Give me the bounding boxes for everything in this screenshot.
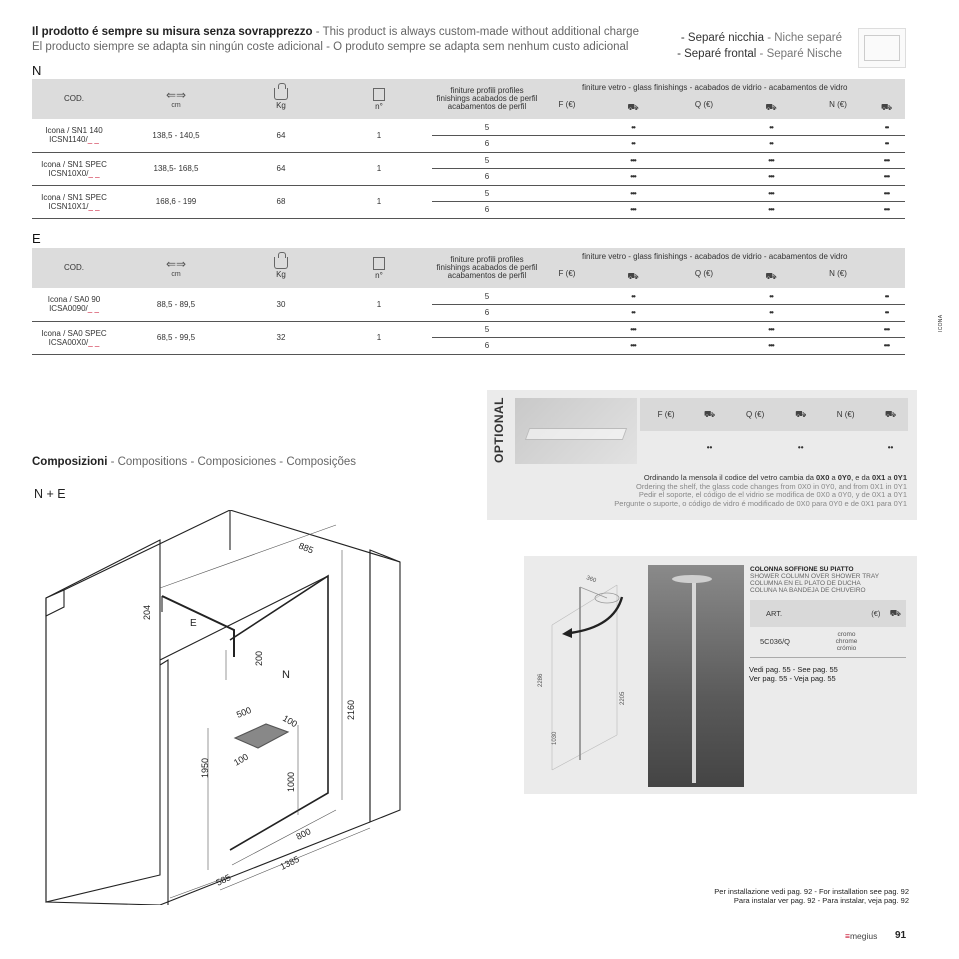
col-nprice: N (€) — [808, 248, 868, 288]
price-q: ••• — [734, 169, 808, 186]
dim-885: 885 — [297, 540, 315, 556]
truck-icon: ⛟ — [627, 101, 639, 112]
opt-col-q: Q (€) — [727, 398, 783, 431]
package-icon — [373, 257, 385, 270]
column-finish: cromo chrome crómio — [826, 627, 867, 657]
opt-col-n: N (€) — [818, 398, 873, 431]
kg-cell: 64 — [236, 119, 326, 152]
price-f: •• — [592, 119, 674, 136]
optional-table — [640, 398, 908, 464]
optional-label: OPTIONAL — [492, 397, 506, 463]
dim-cell: 88,5 - 89,5 — [116, 288, 236, 321]
finish-cell: 5 — [432, 185, 542, 202]
dim-100a: 100 — [281, 713, 300, 730]
finish-cell: 6 — [432, 169, 542, 186]
n-cell: 1 — [326, 119, 432, 152]
price-f: ••• — [592, 321, 674, 338]
n-cell: 1 — [326, 321, 432, 354]
kg-cell: 68 — [236, 185, 326, 218]
angle-dim: 360 — [585, 575, 597, 585]
finish-cell: 6 — [432, 202, 542, 219]
price-n: •• — [868, 136, 905, 153]
section-n-letter: N — [32, 63, 42, 78]
price-q: ••• — [734, 321, 808, 338]
price-n: ••• — [868, 152, 905, 169]
col-n: n° — [326, 248, 432, 288]
dim-800: 800 — [294, 826, 313, 842]
price-q: •• — [734, 305, 808, 322]
shower-column-table — [750, 600, 906, 658]
dim-cell: 138,5- 168,5 — [116, 152, 236, 185]
price-f: ••• — [592, 185, 674, 202]
section-e-letter: E — [32, 231, 41, 246]
package-icon — [373, 88, 385, 101]
separe-thumbnail — [858, 28, 906, 68]
col-q: Q (€) — [674, 248, 734, 288]
n-cell: 1 — [326, 185, 432, 218]
opt-price-n: •• — [887, 443, 894, 452]
col-finiture: finiture profili profiles finishings acabados de perfil acabamentos de perfil — [432, 79, 542, 119]
product-cell: Icona / SA0 SPEC ICSA00X0/_ _ — [32, 321, 116, 354]
finish-cell: 6 — [432, 338, 542, 355]
finish-cell: 6 — [432, 305, 542, 322]
col-cod: COD. — [32, 248, 116, 288]
finish-cell: 5 — [432, 119, 542, 136]
col-dim: ⇐⇒ cm — [116, 248, 236, 288]
height-dim-1: 2286 — [538, 673, 544, 687]
finish-cell: 5 — [432, 288, 542, 305]
shower-column-drawing — [532, 565, 646, 787]
truck-icon: ⛟ — [765, 101, 777, 112]
opt-price-q: •• — [797, 443, 804, 452]
col-kg: Kg — [236, 248, 326, 288]
col-n: n° — [326, 79, 432, 119]
col-art: ART. — [750, 600, 826, 627]
price-f: ••• — [592, 338, 674, 355]
price-f: ••• — [592, 202, 674, 219]
header-line-2: El producto siempre se adapta sin ningún coste adicional - O produto sempre se adapta sem nenhum custo adicional — [32, 41, 629, 53]
n-cell: 1 — [326, 152, 432, 185]
product-cell: Icona / SA0 90 ICSA0090/_ _ — [32, 288, 116, 321]
kg-cell: 30 — [236, 288, 326, 321]
shower-column-title: COLONNA SOFFIONE SU PIATTO SHOWER COLUMN OVER SHOWER TRAY COLUMNA EN EL PLATO DE DUCHA COLUNA NA BANDEJA DE CHUVEIRO — [750, 566, 880, 594]
shower-column-photo — [648, 565, 744, 787]
truck-icon: ⛟ — [627, 270, 639, 281]
opt-price-f: •• — [706, 443, 713, 452]
col-cod: COD. — [32, 79, 116, 119]
price-q: •• — [734, 288, 808, 305]
dim-cell: 168,6 - 199 — [116, 185, 236, 218]
shelf-photo — [515, 398, 637, 464]
dim-1950: 1950 — [200, 757, 210, 778]
dim-cell: 68,5 - 99,5 — [116, 321, 236, 354]
col-dim: ⇐⇒ cm — [116, 79, 236, 119]
col-f-delivery: finiture vetro - glass finishings - acabados de vidrio - acabamentos de vidro ⛟ — [592, 79, 674, 119]
price-q: •• — [734, 136, 808, 153]
dim-204: 204 — [142, 604, 152, 620]
label-n: N — [282, 669, 290, 681]
price-q: ••• — [734, 338, 808, 355]
truck-icon: ⛟ — [889, 607, 901, 618]
dim-2160: 2160 — [346, 699, 356, 720]
price-n: •• — [868, 288, 905, 305]
price-f: •• — [592, 288, 674, 305]
dim-cell: 138,5 - 140,5 — [116, 119, 236, 152]
dim-1385: 1385 — [278, 854, 301, 872]
col-f: F (€) — [542, 248, 592, 288]
price-n: ••• — [868, 202, 905, 219]
table-row — [32, 288, 905, 305]
price-q: ••• — [734, 202, 808, 219]
table-row — [32, 152, 905, 169]
finish-cell: 5 — [432, 152, 542, 169]
price-q: ••• — [734, 152, 808, 169]
compositions-title: Composizioni - Compositions - Composiciones - Composições — [32, 456, 357, 468]
width-arrows-icon: ⇐⇒ — [165, 87, 187, 102]
height-dim-3: 1030 — [552, 731, 558, 745]
column-code: 5C036/Q — [750, 627, 826, 657]
price-f: •• — [592, 136, 674, 153]
price-q: ••• — [734, 185, 808, 202]
price-n: •• — [868, 305, 905, 322]
col-price: (€) — [867, 600, 884, 627]
price-f: ••• — [592, 169, 674, 186]
header-line-1: Il prodotto é sempre su misura senza sovrapprezzo - This product is always custom-made without additional charge — [32, 26, 639, 38]
col-kg: Kg — [236, 79, 326, 119]
weight-icon — [274, 257, 288, 269]
price-f: •• — [592, 305, 674, 322]
col-q: Q (€) — [674, 79, 734, 119]
opt-col-f: F (€) — [640, 398, 692, 431]
price-n: ••• — [868, 321, 905, 338]
col-n-delivery — [868, 79, 905, 119]
product-cell: Icona / SN1 SPEC ICSN10X1/_ _ — [32, 185, 116, 218]
col-n-delivery — [868, 248, 905, 288]
table-row — [32, 321, 905, 338]
table-row — [32, 185, 905, 202]
product-cell: Icona / SN1 SPEC ICSN10X0/_ _ — [32, 152, 116, 185]
n-cell: 1 — [326, 288, 432, 321]
truck-icon: ⛟ — [703, 408, 716, 419]
truck-icon: ⛟ — [880, 101, 893, 112]
optional-notes: Ordinando la mensola il codice del vetro cambia da 0X0 a 0Y0, e da 0X1 a 0Y1 Ordering the shelf, the glass code changes from 0X0 in 0Y0, and from 0X1 in 0Y1 Pedir el soporte, el código de el vidrio se modifica de 0X0 a 0Y0, y de 0X1 a 0Y1 Pergunte o suporte, o código de vidro é modificado de 0X0 para 0Y0 e de 0X1 para 0Y1 — [614, 473, 907, 508]
dim-100b: 100 — [232, 751, 251, 768]
height-dim-2: 2205 — [620, 691, 626, 705]
shower-column-see: Vedi pag. 55 - See pag. 55 Ver pag. 55 - Veja pag. 55 — [749, 665, 838, 683]
label-e: E — [190, 618, 197, 629]
weight-icon — [274, 88, 288, 100]
col-f-delivery: finiture vetro - glass finishings - acabados de vidrio - acabamentos de vidro ⛟ — [592, 248, 674, 288]
price-n: ••• — [868, 169, 905, 186]
table-e — [32, 248, 905, 355]
price-f: ••• — [592, 152, 674, 169]
product-cell: Icona / SN1 140 ICSN1140/_ _ — [32, 119, 116, 152]
dim-200: 200 — [254, 650, 264, 666]
table-row — [32, 119, 905, 136]
col-finiture: finiture profili profiles finishings acabados de perfil acabamentos de perfil — [432, 248, 542, 288]
finish-cell: 6 — [432, 136, 542, 153]
brand-logo: ≡megius — [845, 931, 878, 941]
width-arrows-icon: ⇐⇒ — [165, 256, 187, 271]
kg-cell: 64 — [236, 152, 326, 185]
installation-note: Per installazione vedi pag. 92 - For installation see pag. 92 Para instalar ver pag. 92 - Para instalar, veja pag. 92 — [714, 887, 909, 905]
separe-title: - Separé nicchia - Niche separé - Separé frontal - Separé Nische — [677, 32, 842, 60]
price-n: ••• — [868, 338, 905, 355]
price-n: •• — [868, 119, 905, 136]
finish-cell: 5 — [432, 321, 542, 338]
composition-label: N + E — [34, 487, 66, 501]
dim-500: 500 — [235, 704, 253, 720]
table-n — [32, 79, 905, 219]
dim-585: 585 — [214, 872, 233, 888]
page-number: 91 — [895, 930, 907, 941]
col-nprice: N (€) — [808, 79, 868, 119]
kg-cell: 32 — [236, 321, 326, 354]
price-q: •• — [734, 119, 808, 136]
side-label: ICONA — [938, 314, 944, 332]
truck-icon: ⛟ — [765, 270, 777, 281]
col-f: F (€) — [542, 79, 592, 119]
dim-1000: 1000 — [286, 771, 296, 792]
truck-icon: ⛟ — [884, 408, 897, 419]
price-n: ••• — [868, 185, 905, 202]
truck-icon: ⛟ — [795, 408, 807, 419]
composition-drawing — [40, 510, 420, 905]
